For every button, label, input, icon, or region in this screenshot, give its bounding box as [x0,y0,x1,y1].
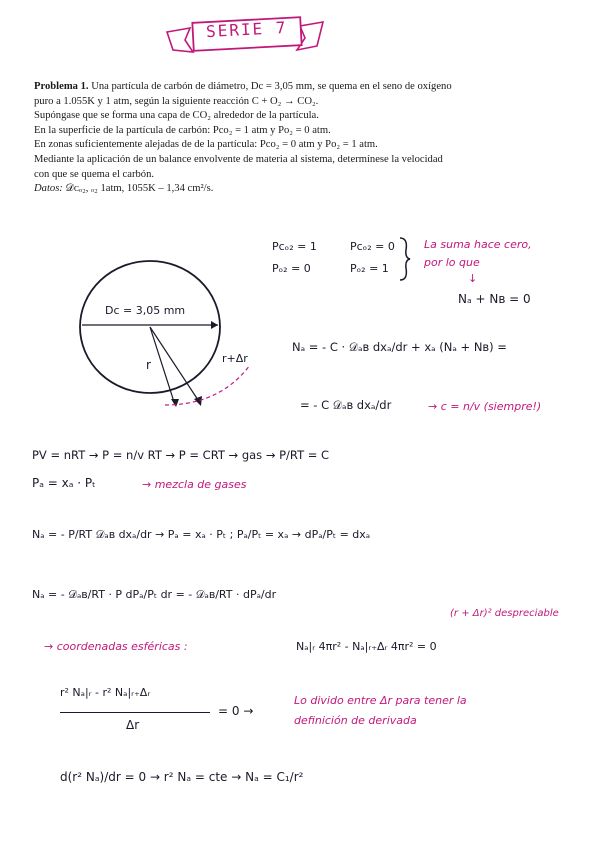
fraction-bar [60,712,210,713]
banner-label: SERIE 7 [205,17,288,42]
note-p-o2-surface: Pₒ₂ = 0 [272,262,311,275]
equation-flux: Nₐ = - C · 𝒟ₐʙ dxₐ/dr + xₐ (Nₐ + Nʙ) = [292,340,507,354]
note-esfericas: → coordenadas esféricas : [44,640,188,653]
datos-label: Datos: [34,183,63,195]
note-na-nb: Nₐ + Nʙ = 0 [458,292,531,306]
note-derivada: definición de derivada [294,714,417,727]
note-mezcla: → mezcla de gases [142,478,247,491]
problem-text-4: En zonas suficientemente alejadas de de la partícula: Pco₂ = 0 atm y Po₂ = 1 atm. [34,139,378,151]
equation-difference-denominator: Δr [126,718,140,732]
datos-value: 𝒟ᴄₒ₂, ₒ₂ 1atm, 1055K – 1,34 cm²/s. [65,183,214,195]
equation-final: d(r² Nₐ)/dr = 0 → r² Nₐ = cte → Nₐ = C₁/r² [60,770,304,784]
note-p-co2-far: Pᴄₒ₂ = 0 [350,240,395,253]
equation-flux-pressure: Nₐ = - P/RT 𝒟ₐʙ dxₐ/dr → Pₐ = xₐ · Pₜ ; Pₐ/Pₜ = xₐ → dPₐ/Pₜ = dxₐ [32,528,371,541]
note-siempre: → c = n/v (siempre!) [428,400,542,413]
problem-title: Problema 1. [34,81,89,92]
equation-ideal-gas: PV = nRT → P = n/v RT → P = CRT → gas → P/RT = C [32,448,330,462]
note-pink-porloque: por lo que [424,256,480,269]
equation-balance: Nₐ|ᵣ 4πr² - Nₐ|ᵣ₊Δᵣ 4πr² = 0 [296,640,437,653]
problem-statement [34,80,454,197]
label-diameter: Dc = 3,05 mm [105,304,186,317]
equation-difference-numerator: r² Nₐ|ᵣ - r² Nₐ|ᵣ₊Δᵣ [60,686,151,699]
equation-difference-result: = 0 → [218,704,254,718]
problem-text-5: Mediante la aplicación de un balance envolvente de materia al sistema, determínese la velocidad con que se quema el carbón. [34,153,443,180]
note-p-o2-far: Pₒ₂ = 1 [350,262,389,275]
note-despreciable: (r + Δr)² despreciable [450,608,559,619]
label-r-dr: r+Δr [222,352,248,365]
note-p-co2-surface: Pᴄₒ₂ = 1 [272,240,317,253]
note-divido: Lo divido entre Δr para tener la [294,694,467,707]
problem-text-3: En la superficie de la partícula de carbón: Pco₂ = 1 atm y Po₂ = 0 atm. [34,124,331,136]
equation-flux-simplified: = - C 𝒟ₐʙ dxₐ/dr [300,398,392,412]
label-r: r [146,358,151,372]
problem-text-1: Una partícula de carbón de diámetro, Dc = 3,05 mm, se quema en el seno de oxígeno puro a 1.055K y 1 atm, según la siguiente reacción C + O₂ → CO₂. [34,81,452,107]
brace-icon [398,236,412,282]
equation-flux-final: Nₐ = - 𝒟ₐʙ/RT · P dPₐ/Pₜ dr = - 𝒟ₐʙ/RT · dPₐ/dr [32,588,277,601]
note-pink-sum: La suma hace cero, [424,238,532,251]
equation-partial-pressure: Pₐ = xₐ · Pₜ [32,476,96,490]
particle-diagram [70,255,270,430]
arrow-down-icon: ↓ [468,272,478,285]
problem-text-2: Supóngase que se forma una capa de CO₂ alrededor de la partícula. [34,110,319,122]
